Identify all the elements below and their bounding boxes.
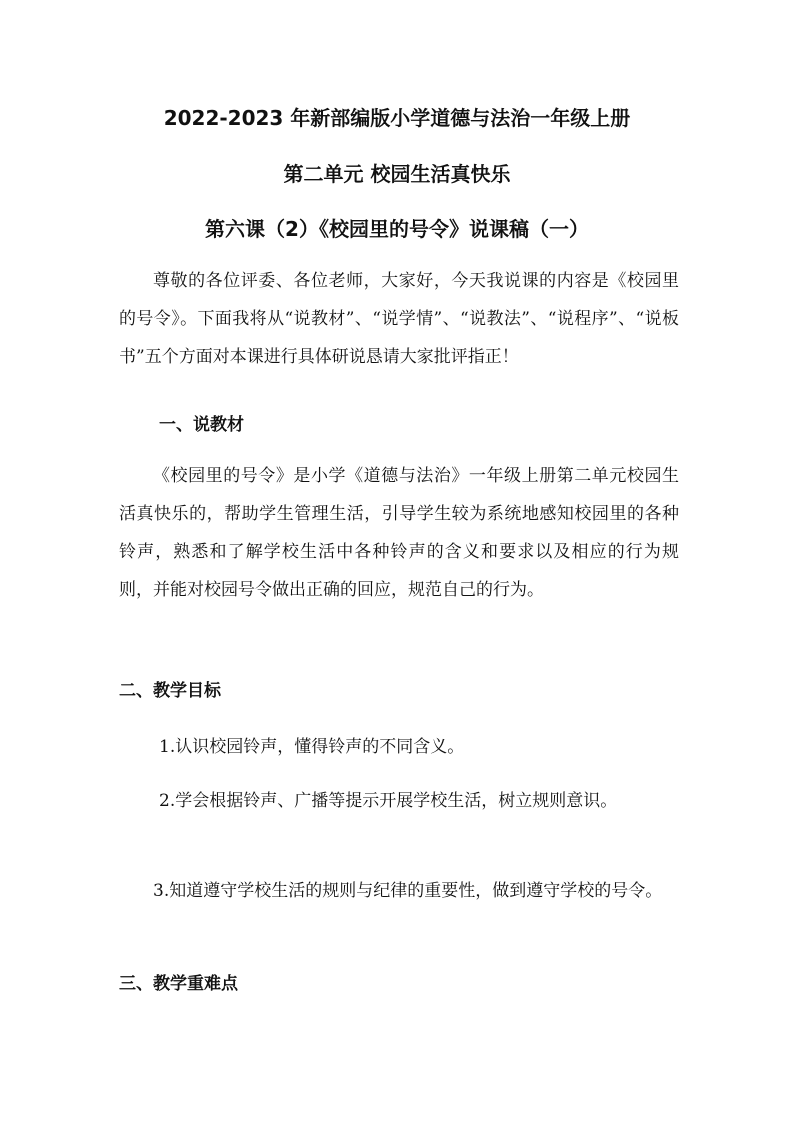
document-title: 2022-2023 年新部编版小学道德与法治一年级上册 bbox=[163, 106, 631, 130]
textbook-paragraph: 《校园里的号令》是小学《道德与法治》一年级上册第二单元校园生活真快乐的，帮助学生管理生活，引导学生较为系统地感知校园里的各种铃声，熟悉和了解学校生活中各种铃声的含义和要求以及相应的行为规则，并能对校园号令做出正确的回应，规范自己的行为。 bbox=[119, 466, 679, 600]
section-heading-key-points: 三、教学重难点 bbox=[119, 974, 238, 994]
section-heading-objectives: 二、教学目标 bbox=[119, 681, 221, 701]
objective-item-1: 1.认识校园铃声，懂得铃声的不同含义。 bbox=[159, 737, 465, 757]
objective-item-2: 2.学会根据铃声、广播等提示开展学校生活，树立规则意识。 bbox=[159, 791, 618, 811]
section-heading-textbook: 一、说教材 bbox=[159, 415, 244, 435]
objective-item-3: 3.知道遵守学校生活的规则与纪律的重要性，做到遵守学校的号令。 bbox=[153, 881, 663, 901]
intro-paragraph: 尊敬的各位评委、各位老师，大家好，今天我说课的内容是《校园里的号令》。下面我将从“说教材”、“说学情”、“说教法”、“说程序”、“说板书”五个方面对本课进行具体研说恳请大家批评指正！ bbox=[119, 271, 679, 367]
unit-title: 第二单元 校园生活真快乐 bbox=[283, 162, 511, 186]
lesson-title: 第六课（2）《校园里的号令》说课稿（一） bbox=[205, 217, 589, 241]
